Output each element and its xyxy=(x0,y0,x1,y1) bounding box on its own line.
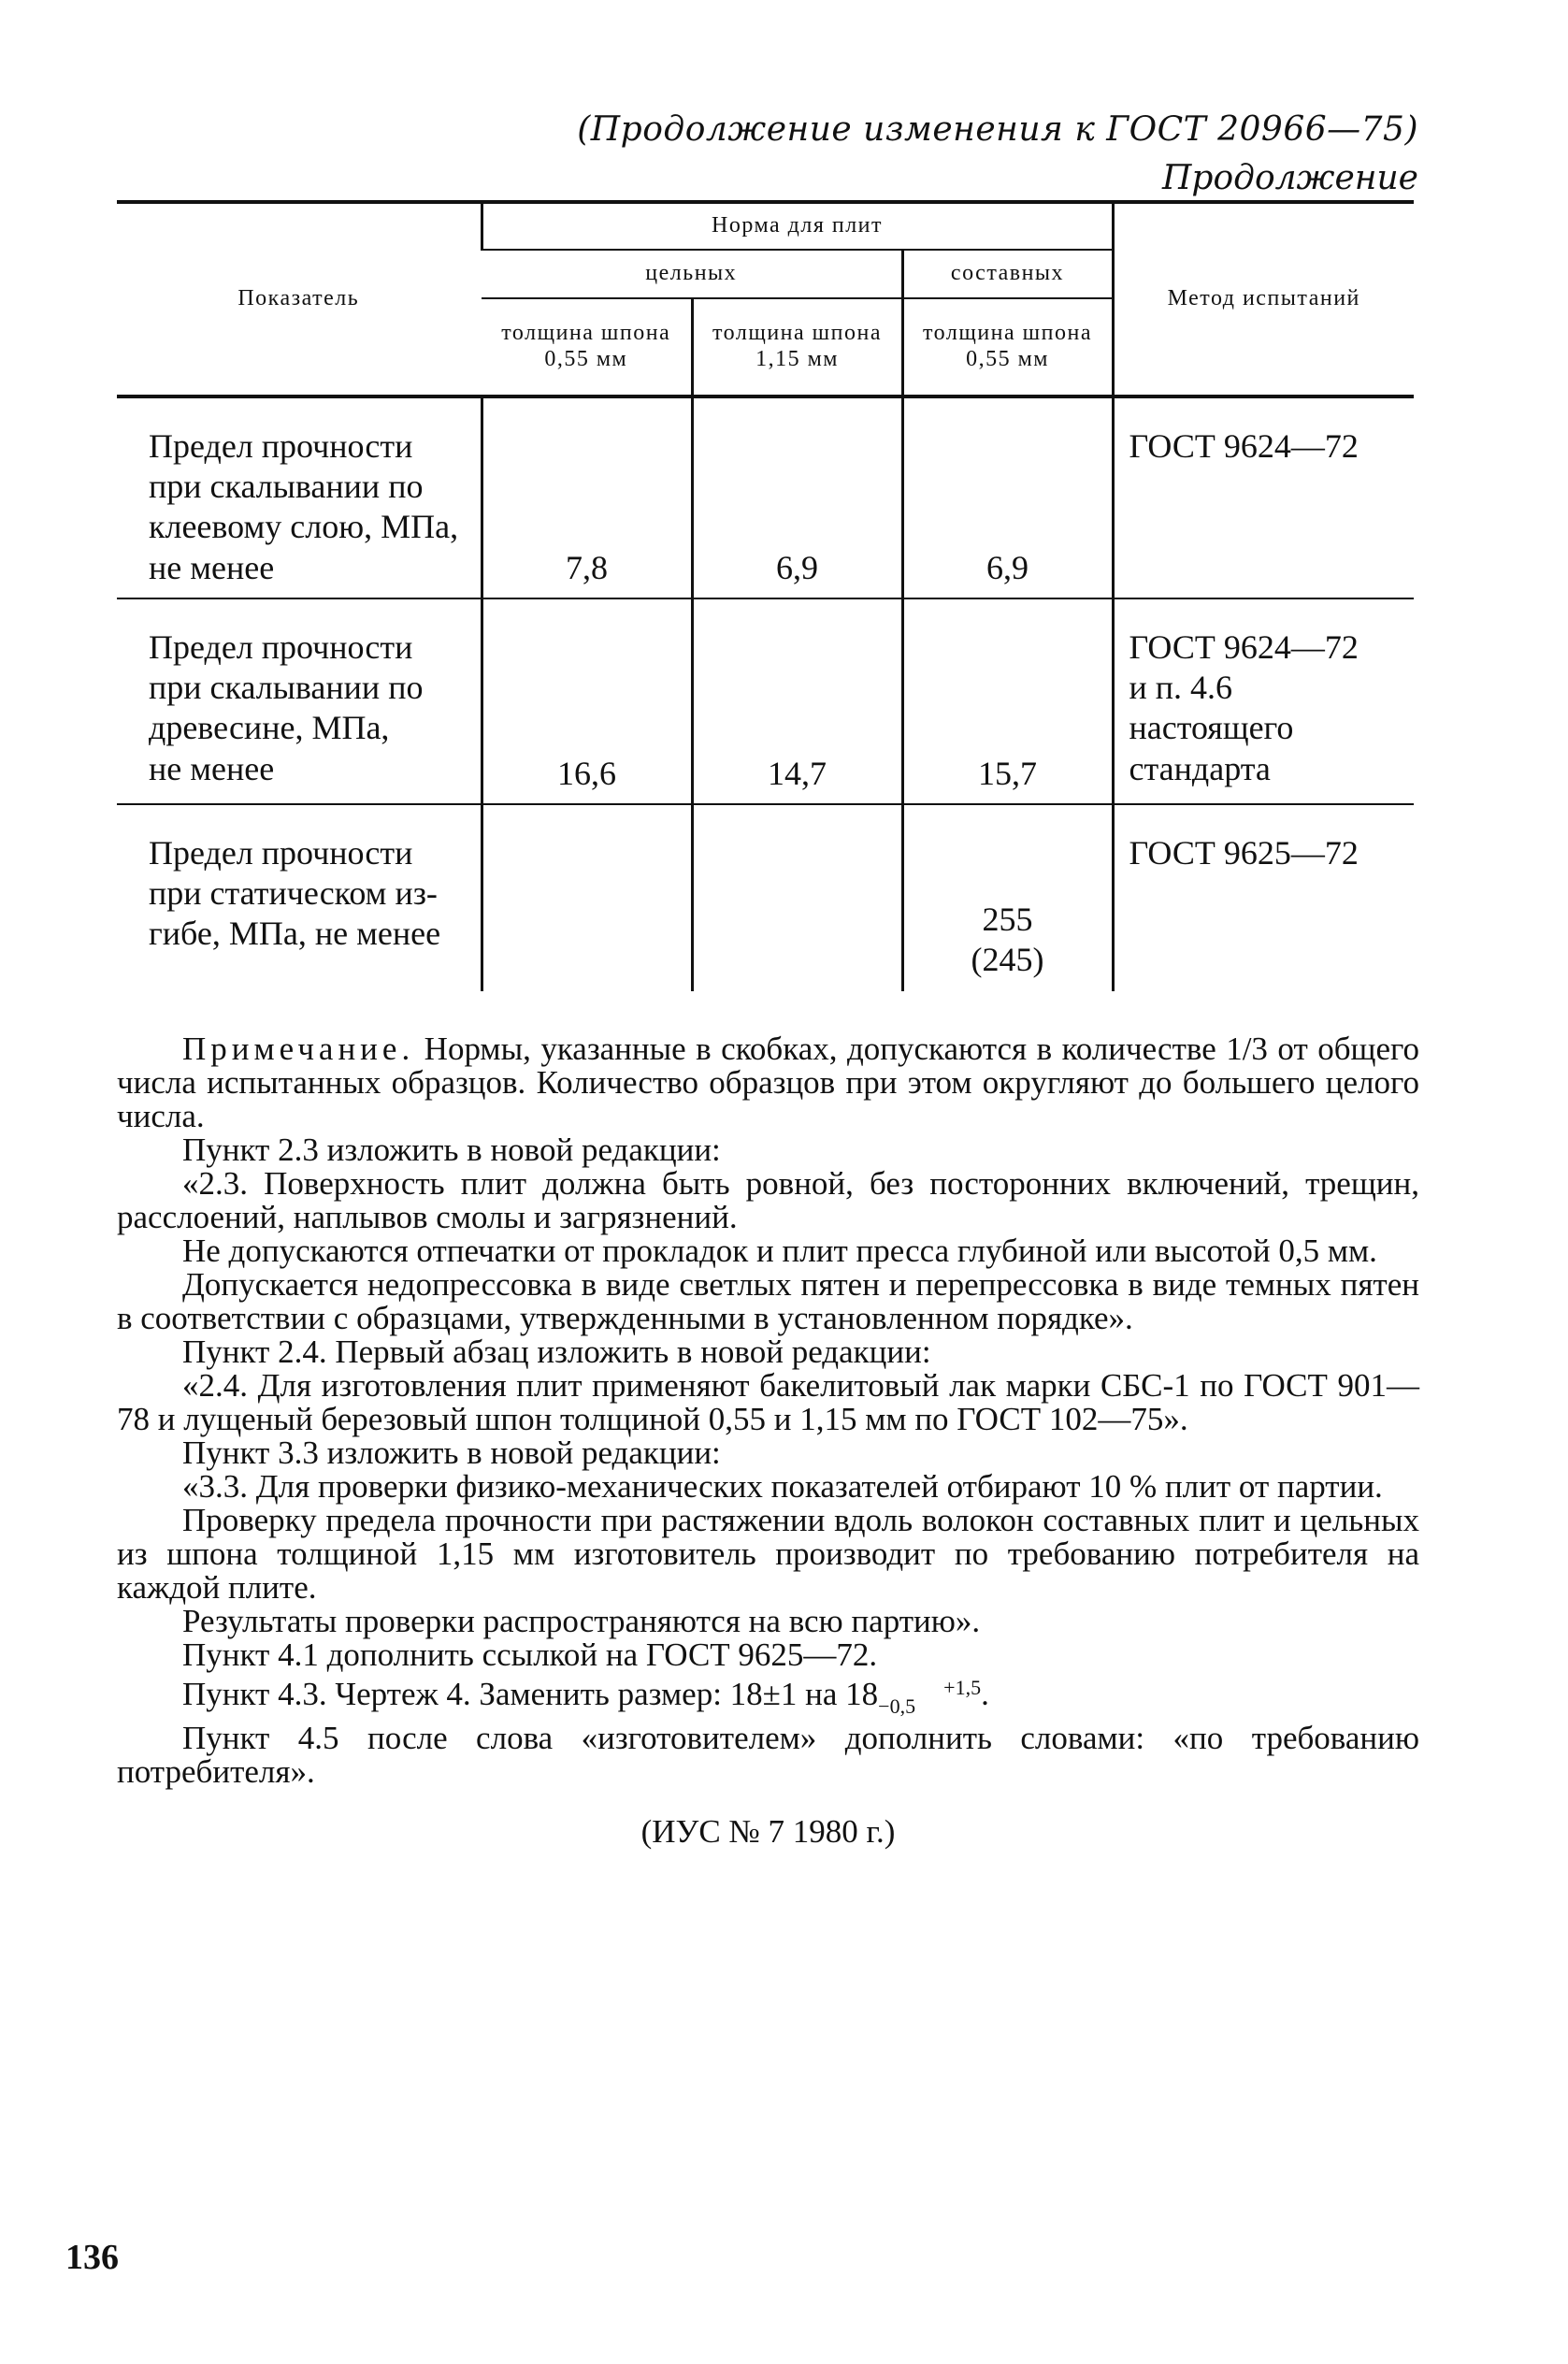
value-composite-055: 255 (245) xyxy=(902,804,1113,991)
table-row xyxy=(117,396,1414,598)
paragraph: «2.4. Для изготовления плит применяют бакелитовый лак марки СБС-1 по ГОСТ 901—78 и лущеный березовый шпон толщиной 0,55 и 1,15 мм по ГОСТ 102—75». xyxy=(117,1367,1419,1437)
tolerance-upper: +1,5 xyxy=(943,1675,982,1699)
table-row xyxy=(117,804,1414,991)
paragraph: Результаты проверки распространяются на всю партию». xyxy=(182,1603,981,1639)
paragraph: Не допускаются отпечатки от прокладок и плит пресса глубиной или высотой 0,5 мм. xyxy=(182,1232,1377,1269)
p43-prefix: Пункт 4.3. Чертеж 4. Заменить размер: 18±1 на 18 xyxy=(182,1676,879,1712)
row-method: ГОСТ 9624—72 и п. 4.6 настоящего стандарта xyxy=(1113,598,1414,804)
paragraph: «3.3. Для проверки физико-механических показателей отбирают 10 % плит от партии. xyxy=(182,1468,1383,1505)
paragraph: Пункт 4.1 дополнить ссылкой на ГОСТ 9625—72. xyxy=(182,1636,878,1673)
note-label: Примечание. xyxy=(182,1031,415,1067)
col-solid-header: цельных xyxy=(482,250,902,298)
value-solid-115: 6,9 xyxy=(692,396,902,598)
col-method-header: Метод испытаний xyxy=(1113,202,1414,396)
paragraph: Пункт 2.3 изложить в новой редакции: xyxy=(182,1132,721,1168)
value-composite-055: 15,7 xyxy=(902,598,1113,804)
value-composite-055: 6,9 xyxy=(902,396,1113,598)
row-method: ГОСТ 9624—72 xyxy=(1113,396,1414,598)
paragraph: Пункт 2.4. Первый абзац изложить в новой редакции: xyxy=(182,1333,931,1370)
paragraph: Проверку предела прочности при растяжении вдоль волокон составных плит и цельных из шпона толщиной 1,15 мм изготовитель производит по требованию потребителя на каждой плите. xyxy=(117,1502,1419,1606)
value-solid-055 xyxy=(482,804,692,991)
table-row xyxy=(117,598,1414,804)
row-indicator: Предел прочности при статическом из- гибе, МПа, не менее xyxy=(117,804,482,991)
col-norm-header: Норма для плит xyxy=(482,202,1113,250)
norms-table xyxy=(117,200,1414,991)
amendment-text xyxy=(117,1032,1419,1849)
note-text: Нормы, указанные в скобках, допускаются в количестве 1/3 от общего числа испытанных образцов. Количество образцов при этом округляют до большего целого числа. xyxy=(117,1031,1419,1134)
value-solid-055: 16,6 xyxy=(482,598,692,804)
page-number: 136 xyxy=(65,2238,119,2277)
paragraph-4-3 xyxy=(117,1675,1419,1718)
row-indicator: Предел прочности при скалывании по древесине, МПа, не менее xyxy=(117,598,482,804)
continuation-subheader: Продолжение xyxy=(1162,159,1418,197)
paragraph: Пункт 4.5 после слова «изготовителем» дополнить словами: «по требованию потребителя». xyxy=(117,1719,1419,1790)
note-paragraph xyxy=(117,1032,1419,1133)
subcol-solid-115: толщина шпона 1,15 мм xyxy=(692,298,902,396)
paragraph: Допускается недопрессовка в виде светлых пятен и перепрессовка в виде темных пятен в соответствии с образцами, утвержденными в установленном порядке». xyxy=(117,1266,1419,1336)
tolerance-lower: −0,5 xyxy=(878,1694,916,1718)
subcol-solid-055: толщина шпона 0,55 мм xyxy=(482,298,692,396)
col-indicator-header: Показатель xyxy=(117,202,482,396)
subcol-composite-055: толщина шпона 0,55 мм xyxy=(902,298,1113,396)
row-indicator: Предел прочности при скалывании по клеевому слою, МПа, не менее xyxy=(117,396,482,598)
value-solid-055: 7,8 xyxy=(482,396,692,598)
col-composite-header: составных xyxy=(902,250,1113,298)
paragraph: Пункт 3.3 изложить в новой редакции: xyxy=(182,1434,721,1471)
row-method: ГОСТ 9625—72 xyxy=(1113,804,1414,991)
paragraph: «2.3. Поверхность плит должна быть ровной, без посторонних включений, трещин, расслоений, наплывов смолы и загрязнений. xyxy=(117,1165,1419,1235)
value-solid-115 xyxy=(692,804,902,991)
p43-suffix: . xyxy=(981,1676,989,1712)
continuation-header: (Продолжение изменения к ГОСТ 20966—75) xyxy=(577,110,1418,149)
ius-reference: (ИУС № 7 1980 г.) xyxy=(640,1812,896,1850)
tolerance xyxy=(878,1675,982,1718)
value-solid-115: 14,7 xyxy=(692,598,902,804)
